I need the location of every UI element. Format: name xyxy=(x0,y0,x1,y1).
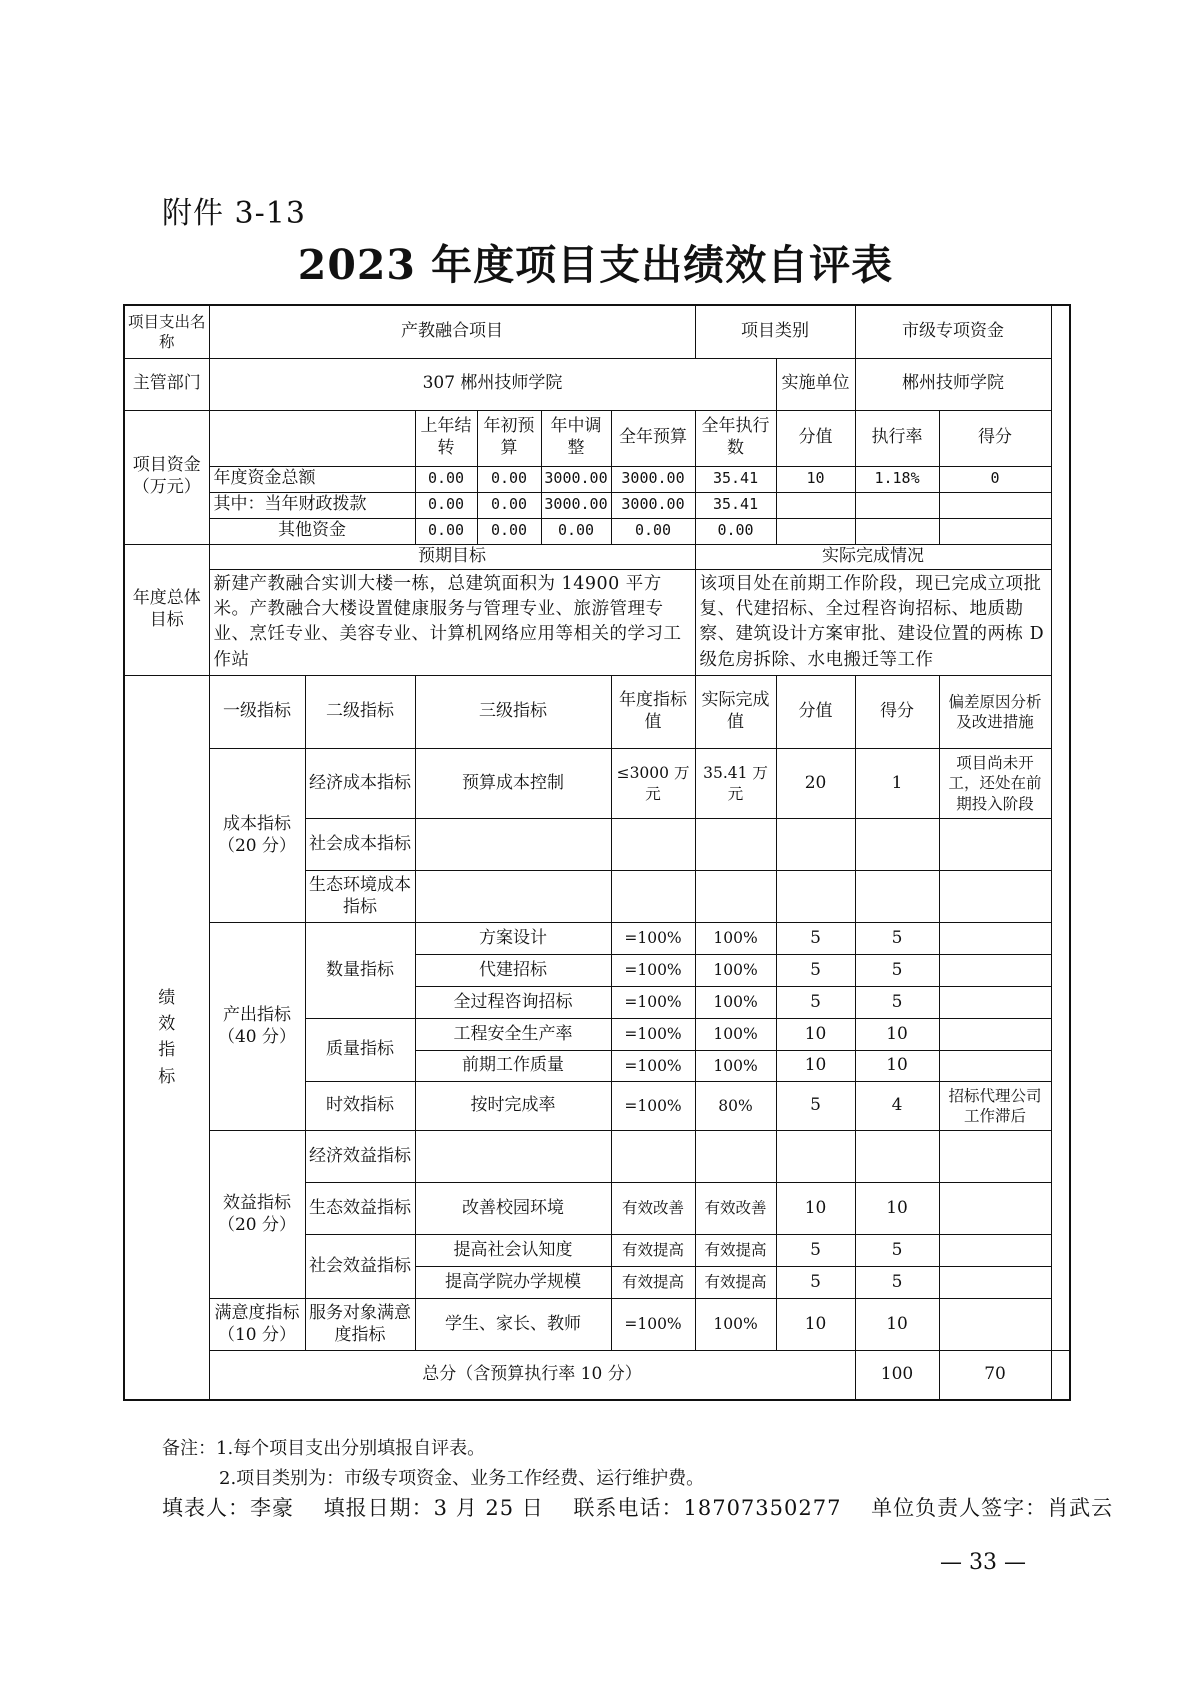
funds-row-label: 其他资金 xyxy=(209,518,415,544)
cost-label: 成本指标（20 分） xyxy=(209,749,305,923)
actual-cell: 有效改善 xyxy=(695,1183,776,1235)
empty-cell xyxy=(776,871,855,923)
actual-result-label: 实际完成情况 xyxy=(695,544,1051,569)
funds-cell: 0.00 xyxy=(477,492,541,518)
project-name-label: 项目支出名称 xyxy=(124,305,209,358)
weight-cell: 10 xyxy=(776,1051,855,1082)
weight-cell: 5 xyxy=(776,987,855,1019)
weight-cell: 5 xyxy=(776,923,855,955)
funds-cell xyxy=(939,518,1051,544)
total-label: 总分（含预算执行率 10 分） xyxy=(209,1351,855,1400)
note-cell: 招标代理公司工作滞后 xyxy=(939,1082,1051,1131)
note-cell xyxy=(939,987,1051,1019)
contact-phone: 联系电话：18707350277 xyxy=(573,1496,842,1520)
perf-header: 年度指标值 xyxy=(611,676,695,749)
level2-cell: 生态效益指标 xyxy=(305,1183,415,1235)
project-name: 产教融合项目 xyxy=(209,305,695,358)
target-cell: 有效提高 xyxy=(611,1235,695,1267)
perf-header: 三级指标 xyxy=(415,676,611,749)
note-cell xyxy=(939,1267,1051,1299)
level2-cell: 社会成本指标 xyxy=(305,819,415,871)
target-cell: ≤3000 万元 xyxy=(611,749,695,819)
note-cell xyxy=(939,923,1051,955)
target-cell: =100% xyxy=(611,987,695,1019)
note-cell: 项目尚未开工，还处在前期投入阶段 xyxy=(939,749,1051,819)
funds-cell: 0.00 xyxy=(415,518,477,544)
level2-cell: 数量指标 xyxy=(305,923,415,1019)
level2-cell: 经济成本指标 xyxy=(305,749,415,819)
score-cell: 10 xyxy=(855,1019,939,1051)
actual-cell: 100% xyxy=(695,987,776,1019)
expected-goal-text: 新建产教融合实训大楼一栋，总建筑面积为 14900 平方米。产教融合大楼设置健康服务与管理专业、旅游管理专业、烹饪专业、美容专业、计算机网络应用等相关的学习工作站 xyxy=(209,569,695,676)
perf-header: 一级指标 xyxy=(209,676,305,749)
note-cell xyxy=(939,1051,1051,1082)
score-cell: 5 xyxy=(855,1267,939,1299)
actual-cell: 有效提高 xyxy=(695,1235,776,1267)
sign-line xyxy=(162,1492,1135,1522)
weight-cell: 10 xyxy=(776,1019,855,1051)
funds-cell: 0.00 xyxy=(695,518,776,544)
funds-header: 分值 xyxy=(776,410,855,466)
impl-unit-value: 郴州技师学院 xyxy=(855,358,1051,410)
score-cell: 10 xyxy=(855,1051,939,1082)
empty-cell xyxy=(415,819,611,871)
funds-cell: 3000.00 xyxy=(541,466,611,492)
funds-header-blank xyxy=(209,410,415,466)
satisfaction-label: 满意度指标（10 分） xyxy=(209,1299,305,1351)
funds-cell: 10 xyxy=(776,466,855,492)
perf-header: 分值 xyxy=(776,676,855,749)
empty-cell xyxy=(611,1131,695,1183)
empty-cell xyxy=(939,819,1051,871)
page-number: — 33 — xyxy=(940,1550,1026,1575)
level3-cell: 按时完成率 xyxy=(415,1082,611,1131)
funds-cell: 0.00 xyxy=(477,518,541,544)
score-cell: 5 xyxy=(855,923,939,955)
empty-cell xyxy=(776,1131,855,1183)
level2-cell: 时效指标 xyxy=(305,1082,415,1131)
empty-cell xyxy=(695,819,776,871)
actual-result-text: 该项目处在前期工作阶段，现已完成立项批复、代建招标、全过程咨询招标、地质勘察、建筑设计方案审批、建设位置的两栋 D 级危房拆除、水电搬迁等工作 xyxy=(695,569,1051,676)
note-line-1: 备注：1.每个项目支出分别填报自评表。 xyxy=(162,1438,486,1459)
level2-cell: 质量指标 xyxy=(305,1019,415,1082)
level2-cell: 服务对象满意度指标 xyxy=(305,1299,415,1351)
evaluation-table xyxy=(123,304,1071,1401)
funds-cell: 35.41 xyxy=(695,492,776,518)
level3-cell: 前期工作质量 xyxy=(415,1051,611,1082)
funds-cell: 0.00 xyxy=(541,518,611,544)
funds-cell: 0.00 xyxy=(415,466,477,492)
impl-unit-label: 实施单位 xyxy=(776,358,855,410)
score-cell: 5 xyxy=(855,987,939,1019)
weight-cell: 10 xyxy=(776,1183,855,1235)
target-cell: =100% xyxy=(611,923,695,955)
empty-cell xyxy=(855,1131,939,1183)
page-title: 2023 年度项目支出绩效自评表 xyxy=(297,241,894,289)
note-cell xyxy=(939,1019,1051,1051)
level2-cell: 经济效益指标 xyxy=(305,1131,415,1183)
perf-header: 实际完成值 xyxy=(695,676,776,749)
score-cell: 5 xyxy=(855,1235,939,1267)
empty-cell xyxy=(695,1131,776,1183)
level3-cell: 工程安全生产率 xyxy=(415,1019,611,1051)
actual-cell: 100% xyxy=(695,1299,776,1351)
expected-goal-label: 预期目标 xyxy=(209,544,695,569)
empty-cell xyxy=(1051,1351,1070,1400)
level2-cell: 生态环境成本指标 xyxy=(305,871,415,923)
perf-label-text: 绩效指标 xyxy=(158,987,176,1087)
weight-cell: 20 xyxy=(776,749,855,819)
funds-header: 上年结转 xyxy=(415,410,477,466)
funds-cell: 1.18% xyxy=(855,466,939,492)
level3-cell: 提高学院办学规模 xyxy=(415,1267,611,1299)
perf-label xyxy=(124,676,209,1400)
dept-value: 307 郴州技师学院 xyxy=(209,358,776,410)
empty-cell xyxy=(611,871,695,923)
target-cell: =100% xyxy=(611,1051,695,1082)
score-cell: 5 xyxy=(855,955,939,987)
actual-cell: 100% xyxy=(695,1051,776,1082)
funds-header: 执行率 xyxy=(855,410,939,466)
level3-cell: 全过程咨询招标 xyxy=(415,987,611,1019)
funds-cell xyxy=(855,492,939,518)
target-cell: 有效提高 xyxy=(611,1267,695,1299)
funds-header: 全年执行数 xyxy=(695,410,776,466)
funds-header: 全年预算 xyxy=(611,410,695,466)
perf-header: 偏差原因分析及改进措施 xyxy=(939,676,1051,749)
leader-signature: 单位负责人签字：肖武云 xyxy=(871,1496,1114,1520)
score-cell: 4 xyxy=(855,1082,939,1131)
output-label: 产出指标（40 分） xyxy=(209,923,305,1131)
actual-cell: 35.41 万元 xyxy=(695,749,776,819)
weight-cell: 5 xyxy=(776,1267,855,1299)
note-cell xyxy=(939,1299,1051,1351)
level3-cell: 提高社会认知度 xyxy=(415,1235,611,1267)
empty-cell xyxy=(415,871,611,923)
target-cell: 有效改善 xyxy=(611,1183,695,1235)
actual-cell: 有效提高 xyxy=(695,1267,776,1299)
score-cell: 1 xyxy=(855,749,939,819)
funds-cell xyxy=(776,492,855,518)
target-cell: =100% xyxy=(611,1082,695,1131)
target-cell: =100% xyxy=(611,1299,695,1351)
score-cell: 10 xyxy=(855,1183,939,1235)
actual-cell: 100% xyxy=(695,923,776,955)
empty-cell xyxy=(939,1131,1051,1183)
empty-cell xyxy=(611,819,695,871)
target-cell: =100% xyxy=(611,1019,695,1051)
empty-cell xyxy=(855,871,939,923)
funds-cell: 3000.00 xyxy=(541,492,611,518)
note-cell xyxy=(939,1235,1051,1267)
empty-cell xyxy=(776,819,855,871)
note-cell xyxy=(939,1183,1051,1235)
level2-cell: 社会效益指标 xyxy=(305,1235,415,1299)
project-category: 市级专项资金 xyxy=(855,305,1051,358)
benefit-label: 效益指标（20 分） xyxy=(209,1131,305,1299)
weight-cell: 5 xyxy=(776,1082,855,1131)
perf-header: 得分 xyxy=(855,676,939,749)
level3-cell: 预算成本控制 xyxy=(415,749,611,819)
funds-cell xyxy=(939,492,1051,518)
funds-cell: 0 xyxy=(939,466,1051,492)
weight-cell: 10 xyxy=(776,1299,855,1351)
level3-cell: 方案设计 xyxy=(415,923,611,955)
funds-cell: 35.41 xyxy=(695,466,776,492)
weight-cell: 5 xyxy=(776,1235,855,1267)
attachment-label: 附件 3-13 xyxy=(162,196,306,231)
note-line-2: 2.项目类别为：市级专项资金、业务工作经费、运行维护费。 xyxy=(219,1468,705,1489)
actual-cell: 100% xyxy=(695,1019,776,1051)
funds-label: 项目资金（万元） xyxy=(124,410,209,544)
fill-date: 填报日期：3 月 25 日 xyxy=(323,1496,544,1520)
actual-cell: 100% xyxy=(695,955,776,987)
total-weight: 100 xyxy=(855,1351,939,1400)
funds-cell: 0.00 xyxy=(415,492,477,518)
level3-cell: 改善校园环境 xyxy=(415,1183,611,1235)
funds-cell: 0.00 xyxy=(477,466,541,492)
funds-cell: 3000.00 xyxy=(611,492,695,518)
funds-header: 得分 xyxy=(939,410,1051,466)
empty-cell xyxy=(415,1131,611,1183)
project-category-label: 项目类别 xyxy=(695,305,855,358)
actual-cell: 80% xyxy=(695,1082,776,1131)
perf-header: 二级指标 xyxy=(305,676,415,749)
empty-cell xyxy=(939,871,1051,923)
level3-cell: 学生、家长、教师 xyxy=(415,1299,611,1351)
filler: 填表人：李豪 xyxy=(162,1496,294,1520)
empty-cell xyxy=(855,819,939,871)
weight-cell: 5 xyxy=(776,955,855,987)
target-cell: =100% xyxy=(611,955,695,987)
empty-cell xyxy=(695,871,776,923)
funds-cell: 0.00 xyxy=(611,518,695,544)
goals-label: 年度总体目标 xyxy=(124,544,209,676)
score-cell: 10 xyxy=(855,1299,939,1351)
dept-label: 主管部门 xyxy=(124,358,209,410)
funds-header: 年初预算 xyxy=(477,410,541,466)
level3-cell: 代建招标 xyxy=(415,955,611,987)
funds-cell xyxy=(855,518,939,544)
funds-cell: 3000.00 xyxy=(611,466,695,492)
funds-header: 年中调整 xyxy=(541,410,611,466)
note-cell xyxy=(939,955,1051,987)
funds-cell xyxy=(776,518,855,544)
funds-row-label: 其中：当年财政拨款 xyxy=(209,492,415,518)
funds-row-label: 年度资金总额 xyxy=(209,466,415,492)
total-score: 70 xyxy=(939,1351,1051,1400)
